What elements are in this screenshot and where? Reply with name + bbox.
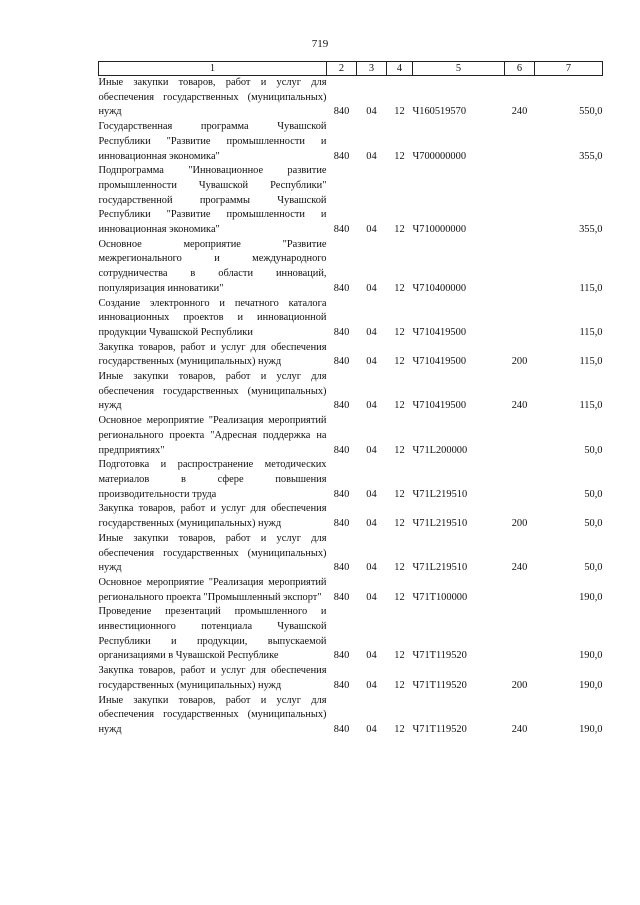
section-code: 04 — [366, 723, 377, 735]
budget-table — [98, 61, 603, 738]
item-name: Подготовка и распространение методических материалов в сфере повышения производительности труда — [98, 459, 327, 500]
amount: 50,0 — [584, 444, 603, 456]
subsection-code: 12 — [394, 444, 405, 456]
section-code: 04 — [366, 106, 377, 118]
target-article-code: Ч710400000 — [412, 282, 467, 294]
column-header: 7 — [535, 62, 603, 76]
amount: 50,0 — [584, 518, 603, 530]
subsection-code: 12 — [394, 150, 405, 162]
table-row — [99, 502, 603, 531]
amount: 50,0 — [584, 562, 603, 574]
table-row — [99, 694, 603, 738]
item-name: Закупка товаров, работ и услуг для обеспечения государственных (муниципальных) нужд — [98, 665, 327, 691]
header-row — [99, 62, 603, 76]
expense-type-code: 240 — [511, 562, 528, 574]
table-body — [99, 76, 603, 738]
item-name: Основное мероприятие "Реализация мероприятий регионального проекта "Промышленный экспорт" — [98, 576, 327, 603]
ministry-code: 840 — [333, 650, 350, 662]
expense-type-code — [505, 458, 535, 502]
amount: 115,0 — [579, 282, 603, 294]
target-article-code: Ч160519570 — [412, 106, 467, 118]
item-name: Иные закупки товаров, работ и услуг для обеспечения государственных (муниципальных) нужд — [98, 694, 327, 735]
table-row — [99, 297, 603, 341]
table-row — [99, 76, 603, 121]
expense-type-code — [505, 238, 535, 297]
ministry-code: 840 — [333, 106, 350, 118]
section-code: 04 — [366, 444, 377, 456]
target-article-code: Ч71L200000 — [412, 444, 468, 456]
ministry-code: 840 — [333, 518, 350, 530]
amount: 190,0 — [579, 679, 603, 691]
subsection-code: 12 — [394, 518, 405, 530]
target-article-code: Ч71T119520 — [412, 650, 467, 662]
table-row — [99, 605, 603, 664]
item-name: Создание электронного и печатного каталога инновационных проектов и инновационной продукции Чувашской Республики — [98, 297, 327, 338]
subsection-code: 12 — [394, 282, 405, 294]
item-name: Закупка товаров, работ и услуг для обеспечения государственных (муниципальных) нужд — [98, 503, 327, 530]
target-article-code: Ч710419500 — [412, 400, 467, 412]
item-name: Закупка товаров, работ и услуг для обеспечения государственных (муниципальных) нужд — [98, 341, 327, 368]
subsection-code: 12 — [394, 679, 405, 691]
table-row — [99, 532, 603, 576]
column-header: 6 — [505, 62, 535, 76]
item-name: Основное мероприятие "Развитие межрегионального и международного сотрудничества в области инноваций, популяризация инноватики" — [98, 238, 327, 294]
ministry-code: 840 — [333, 282, 350, 294]
expense-type-code: 240 — [511, 106, 528, 118]
amount: 50,0 — [584, 488, 603, 500]
column-header: 1 — [99, 62, 327, 76]
expense-type-code — [505, 605, 535, 664]
amount: 190,0 — [579, 591, 603, 603]
ministry-code: 840 — [333, 224, 350, 236]
section-code: 04 — [366, 488, 377, 500]
ministry-code: 840 — [333, 591, 350, 603]
ministry-code: 840 — [333, 444, 350, 456]
target-article-code: Ч710419500 — [412, 326, 467, 338]
column-header: 5 — [413, 62, 505, 76]
expense-type-code — [505, 297, 535, 341]
amount: 355,0 — [579, 224, 603, 236]
expense-type-code: 240 — [511, 723, 528, 735]
table-row — [99, 238, 603, 297]
expense-type-code: 200 — [511, 356, 528, 368]
table-row — [99, 341, 603, 370]
item-name: Подпрограмма "Инновационное развитие промышленности Чувашской Республики" государственной программы Чувашской Республики "Развитие промышленности и инновационная экономика" — [98, 165, 327, 236]
amount: 115,0 — [579, 356, 603, 368]
subsection-code: 12 — [394, 723, 405, 735]
amount: 190,0 — [579, 723, 603, 735]
section-code: 04 — [366, 326, 377, 338]
amount: 190,0 — [579, 650, 603, 662]
expense-type-code: 200 — [511, 679, 528, 691]
section-code: 04 — [366, 650, 377, 662]
item-name: Иные закупки товаров, работ и услуг для обеспечения государственных (муниципальных) нужд — [98, 532, 327, 574]
expense-type-code — [505, 414, 535, 458]
subsection-code: 12 — [394, 650, 405, 662]
subsection-code: 12 — [394, 400, 405, 412]
column-header: 4 — [387, 62, 413, 76]
subsection-code: 12 — [394, 224, 405, 236]
target-article-code: Ч71L219510 — [412, 562, 468, 574]
item-name: Иные закупки товаров, работ и услуг для обеспечения государственных (муниципальных) нужд — [98, 77, 327, 118]
section-code: 04 — [366, 562, 377, 574]
item-name: Проведение презентаций промышленного и инвестиционного потенциала Чувашской Республики и продукции, выпускаемой организациями в Чувашской Республике — [98, 606, 327, 662]
ministry-code: 840 — [333, 356, 350, 368]
section-code: 04 — [366, 224, 377, 236]
section-code: 04 — [366, 150, 377, 162]
subsection-code: 12 — [394, 488, 405, 500]
section-code: 04 — [366, 282, 377, 294]
item-name: Иные закупки товаров, работ и услуг для обеспечения государственных (муниципальных) нужд — [98, 371, 327, 412]
target-article-code: Ч700000000 — [412, 150, 467, 162]
table-row — [99, 414, 603, 458]
target-article-code: Ч71T100000 — [412, 591, 468, 603]
expense-type-code — [505, 164, 535, 238]
page-number: 719 — [311, 38, 329, 50]
expense-type-code: 200 — [511, 518, 528, 530]
table-row — [99, 120, 603, 164]
item-name: Государственная программа Чувашской Республики "Развитие промышленности и инновационная экономика" — [98, 121, 327, 162]
amount: 115,0 — [579, 326, 603, 338]
table-row — [99, 164, 603, 238]
ministry-code: 840 — [333, 679, 350, 691]
subsection-code: 12 — [394, 326, 405, 338]
amount: 355,0 — [579, 150, 603, 162]
table-row — [99, 576, 603, 605]
item-name: Основное мероприятие "Реализация мероприятий регионального проекта "Адресная поддержка на предприятиях" — [98, 415, 327, 456]
subsection-code: 12 — [394, 591, 405, 603]
section-code: 04 — [366, 400, 377, 412]
ministry-code: 840 — [333, 562, 350, 574]
subsection-code: 12 — [394, 562, 405, 574]
column-header: 2 — [327, 62, 357, 76]
ministry-code: 840 — [333, 326, 350, 338]
column-header: 3 — [357, 62, 387, 76]
section-code: 04 — [366, 518, 377, 530]
ministry-code: 840 — [333, 488, 350, 500]
ministry-code: 840 — [333, 400, 350, 412]
section-code: 04 — [366, 591, 377, 603]
expense-type-code — [505, 120, 535, 164]
section-code: 04 — [366, 679, 377, 691]
target-article-code: Ч710000000 — [412, 224, 467, 236]
expense-type-code — [505, 576, 535, 605]
target-article-code: Ч710419500 — [412, 356, 467, 368]
amount: 115,0 — [579, 400, 603, 412]
table-row — [99, 458, 603, 502]
table-row — [99, 370, 603, 414]
target-article-code: Ч71T119520 — [412, 723, 467, 735]
section-code: 04 — [366, 356, 377, 368]
expense-type-code: 240 — [511, 400, 528, 412]
amount: 550,0 — [579, 106, 603, 118]
target-article-code: Ч71L219510 — [412, 518, 468, 530]
ministry-code: 840 — [333, 150, 350, 162]
target-article-code: Ч71L219510 — [412, 488, 468, 500]
subsection-code: 12 — [394, 356, 405, 368]
target-article-code: Ч71T119520 — [412, 679, 467, 691]
ministry-code: 840 — [333, 723, 350, 735]
subsection-code: 12 — [394, 106, 405, 118]
table-row — [99, 664, 603, 693]
